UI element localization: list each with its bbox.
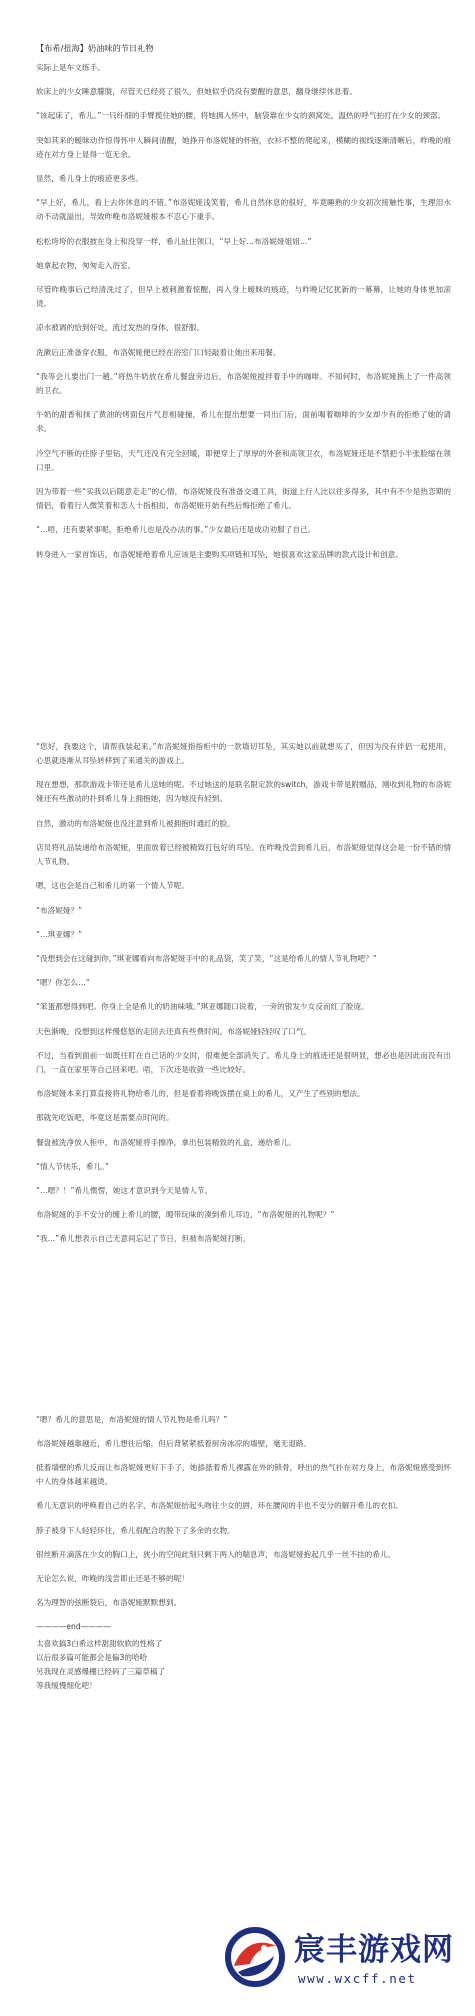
paragraph: 转身进入一家首饰店，布洛妮娅绝着希儿应该是主要购买项链和耳坠，她很喜欢这家品牌的款式设计和创意。 (36, 549, 403, 559)
paragraph: 店员将礼品装递给布洛妮娅，里面放着已经被精致打包好的耳坠。在昨晚没尝到希儿后，布洛妮娅觉得这会是一份不错的情人节礼物。 (36, 842, 451, 867)
paragraph: “嗯？你怎么…” (36, 978, 90, 988)
paragraph: 布洛妮娅本来打算直接将礼物给希儿的，但是看着将晚饭摆在桌上的希儿，又产生了些别的想法。 (36, 1089, 365, 1099)
paragraph: 显然，希儿身上的痕迹更多些。 (36, 174, 144, 184)
site-name: 宸丰游戏网 (294, 1932, 454, 1968)
paragraph: 嗯，这也会是自己和希儿的第一个情人节呢。 (36, 881, 189, 891)
paragraph: 抵着墙壁的希儿反而让布洛妮娅更好下手了，她舔舐着希儿裸露在外的锁骨，呼出的热气扑在对方身上，布洛妮娅感受到怀中人的身体越来越烫。 (36, 1462, 451, 1487)
paragraph: 实际上是车文练手。 (36, 63, 105, 72)
paragraph: “布洛妮娅？” (36, 905, 83, 915)
paragraph: “笨蛋都想得到吧。你身上全是希儿的奶油味哦。”琪亚娜随口说着，一旁的银发少女反而红了脸庞。 (36, 1002, 369, 1012)
paragraph: “…嗯？！”希儿惯愣，她这才意识到今天是情人节。 (36, 1185, 213, 1195)
paragraph: 软床上的少女睡意朦胧，尽管天已经亮了很久，但她似乎仍没有要醒的意思，翻身继续休息着。 (36, 87, 358, 97)
paragraph: “该起床了，希儿。”一只纤细的手臂揽住她的腰，将她拥入怀中，脑袋靠在少女的颈窝处，温热的呼气拍打在少女的颈部。 (36, 111, 446, 121)
paragraph: “您好，我要这个，请帮我装起来。”布洛妮娅指指柜中的一款墙切耳坠，其实她以前就想买了，但因为没有伴侣一起使用，心思就逐渐从耳坠转移到了来通关的游戏上。 (36, 741, 451, 766)
paragraph: 冷空气不断的往脖子里钻，天气还没有完全回暖，即便穿上了厚厚的外套和高领卫衣，布洛妮娅还是不禁把小半张脸缩在领口里。 (36, 448, 451, 472)
paragraph: 无论怎么说，昨晚的浅尝即止还是不够的呢！ (36, 1573, 189, 1583)
paragraph: 现在想想，那款游戏卡带还是希儿送她的呢。不过她送的是联名限定款的switch，游戏卡带是附赠品，刚收到礼物的布洛妮娅还有些激动的扑到希儿身上拥抱她，因为她没有轻到。 (36, 780, 451, 804)
author-note-line: 另我现在灵感爆棚已经码了三篇草稿了 (36, 1666, 166, 1676)
site-logo-icon (224, 1926, 286, 1988)
paragraph: 自然，激动的布洛妮娅也没注意到希儿被拥抱时通红的脸。 (36, 818, 235, 828)
paragraph: “我等会儿要出门一趟。”将热牛奶放在希儿餐盘旁边后，布洛妮娅搅拌着手中的咖啡。不知何时，布洛妮娅换上了一件高领的卫衣。 (36, 371, 451, 396)
paragraph: 凉水被调的恰到好处，流过发热的身体，很舒服。 (36, 323, 205, 333)
paragraph: “嗯？希儿的意思是，布洛妮娅的情人节礼物是希儿吗？” (36, 1414, 228, 1424)
paragraph: 银丝断开滴落在少女的胸口上，狭小的空间此刻只剩下两人的喘息声，布洛妮娅抱起几乎一丝不挂的希儿。 (36, 1549, 396, 1559)
paragraph: “情人节快乐，希儿。” (36, 1161, 109, 1171)
paragraph: “…唔，还有要紧事呢，拒绝希儿也是没办法的事。”少女最后还是成功劝服了自己。 (36, 525, 316, 535)
blank-gap (36, 572, 451, 740)
paragraph: 尽管昨晚事后已经清洗过了，但早上被刺激着惊醒，再入身上暧昧的痕迹，与昨晚记忆犹新的一幕幕，让她的身体更加滚烫。 (36, 285, 451, 309)
paragraph: 脖子被身下人轻轻环住，希儿很配合的脱下了多余的衣物。 (36, 1525, 235, 1535)
paragraph: 布洛妮娅的手不安分的缠上希儿的腰，瞪带玩味的凑到希儿耳边，“布洛妮娅的礼物呢？” (36, 1210, 335, 1220)
article-title: 【布希/扭海】奶油味的节日礼物 (36, 43, 154, 53)
paragraph: 不过，当看到面前一如既往盯在自己话的少女时，很难便全部消失了。希儿身上的痕迹还是很明显，想必也是因此而没有出门，一直在家里等自己回来吧。唔，下次还是收敛一些比较好。 (36, 1050, 451, 1074)
paragraph: 因为带着一些“实我以后随意走走”的心情，布洛妮娅没有准备交通工具，街道上行人比以往多得多，其中有不少是热恋期的情侣，看着行人微笑着和恋人十指相扣，布洛妮娅开始有些后悔拒绝了希儿。 (36, 487, 451, 511)
paragraph: “…琪亚娜？” (36, 929, 83, 939)
paragraph: 天色渐晚，没想到这样慢悠悠的走回去还真有些费时间。布洛妮娅轻轻叹了口气。 (36, 1026, 312, 1036)
end-divider: ————end———— (36, 1622, 112, 1632)
paragraph: 她拿起衣物，匆匆走入浴室。 (36, 260, 136, 270)
paragraph: “没想到会在这碰到你，”琪亚娜看向布洛妮娅手中的礼品袋，笑了笑，“这是给希儿的情人节礼物吧？” (36, 953, 377, 963)
author-note-line: 太喜欢搞3白希这样甜甜软软的性格了 (36, 1638, 163, 1648)
paragraph: 松松垮垮的衣服披在身上和没穿一样，希儿扯住领口，“早上好…布洛妮娅姐姐…” (36, 236, 312, 246)
author-note-line: 等我缓慢细化吧！ (36, 1681, 97, 1691)
paragraph: 希儿无意识的呼唤着自己的名字，布洛妮娅抬起头吻住少女的唇，环在腰间的手也不安分的解开希儿的衣扣。 (36, 1501, 403, 1511)
paragraph: “早上好，希儿，看上去你休息的不错。”布洛妮娅浅笑着，希儿自然休息的很好，毕竟睡熟的少女初次接触性事，生理泪水动不动就溢出，导致昨晚布洛妮娅根本不忍心下重手。 (36, 198, 451, 222)
author-note-line: 以后很多篇可能都会是偏3的哈哈 (36, 1652, 148, 1662)
paragraph: 餐盘被洗净放入柜中，布洛妮娅将手擦净，拿出包装精致的礼盒，递给希儿。 (36, 1137, 296, 1147)
paragraph: 洗漱后正准备穿衣服，布洛妮娅便已经在浴室门口轻敲着让她出来用餐。 (36, 347, 281, 357)
paragraph: 名为理智的弦断裂后，布洛妮娅默默想到。 (36, 1598, 182, 1608)
paragraph: “我…”希儿想表示自己无意间忘记了节日，但被布洛妮娅打断。 (36, 1234, 251, 1244)
article-section-3 (36, 1413, 451, 1611)
paragraph: 布洛妮娅越靠越近，希儿想往后缩，但后背紧紧抵着厨房冰凉的墙壁，毫无退路。 (36, 1438, 312, 1448)
article-section-1 (36, 61, 451, 562)
blank-gap (36, 1257, 451, 1413)
paragraph: 突如其来的暧昧动作惊得怀中人瞬间清醒，她挣开布洛妮娅的怀抱，衣衫不整的爬起来，模糊的视线逐渐清晰后，昨晚的痕迹在对方身上显得一览无余。 (36, 135, 451, 159)
author-notes (36, 1620, 451, 1693)
paragraph: 那就先吃饭吧，毕竟这是需要点时间的。 (36, 1113, 174, 1123)
paragraph: 午奶的甜香和抹了黄油的烤面包片气息相碰撞，希儿在提出想要一同出门后，面前喝着咖啡的少女却少有的拒绝了她的请求。 (36, 410, 451, 434)
site-watermark (220, 1924, 465, 2004)
article-section-2 (36, 740, 451, 1247)
site-url: www.wxcff.net (298, 1971, 417, 1986)
